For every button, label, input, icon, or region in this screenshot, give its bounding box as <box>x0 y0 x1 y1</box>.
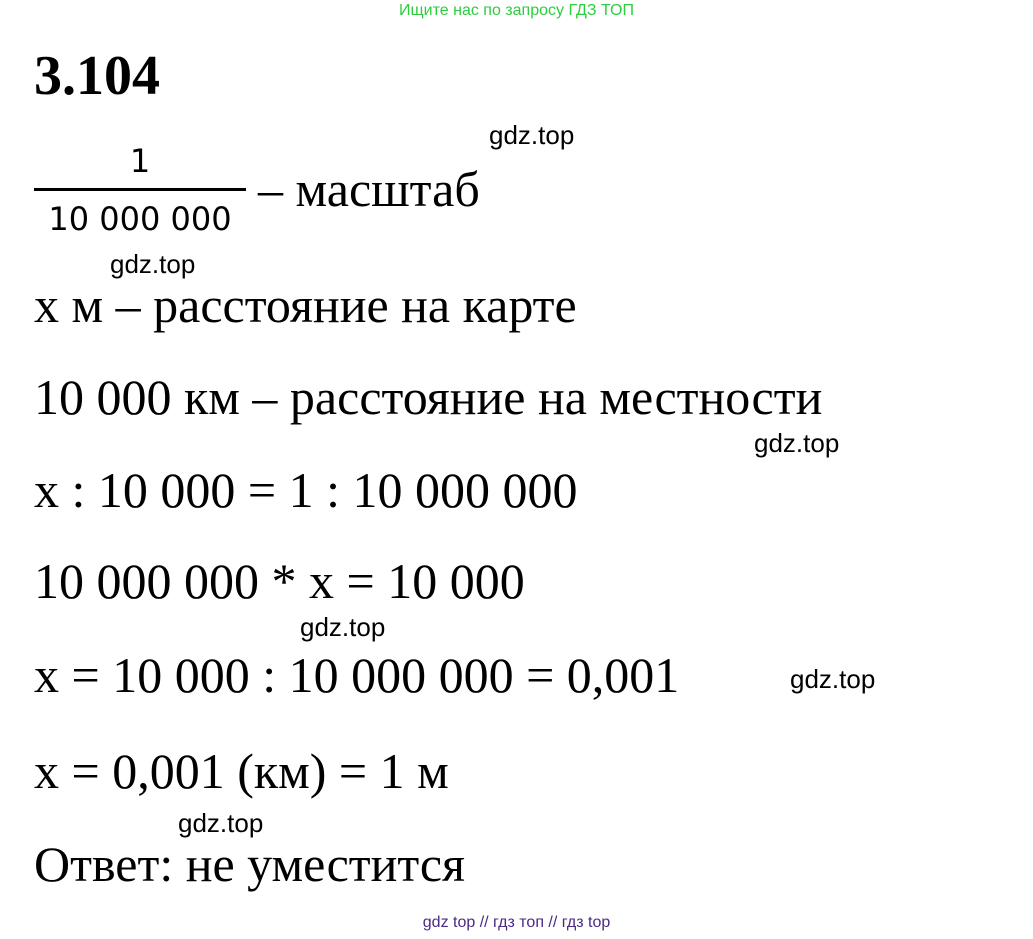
solution-line: 10 000 000 * х = 10 000 <box>34 553 525 609</box>
fraction-denominator: 10 000 000 <box>48 200 232 238</box>
fraction-bar <box>34 188 246 191</box>
top-banner: Ищите нас по запросу ГДЗ ТОП <box>399 2 634 19</box>
watermark: gdz.top <box>489 120 575 150</box>
scale-label: – масштаб <box>258 161 480 217</box>
answer-line: Ответ: не уместится <box>34 836 466 892</box>
footer-watermark: gdz top // гдз топ // гдз top <box>422 914 611 931</box>
solution-line: х = 0,001 (км) = 1 м <box>34 743 449 799</box>
fraction-numerator: 1 <box>129 142 151 180</box>
solution-line: х м – расстояние на карте <box>34 277 577 333</box>
watermark: gdz.top <box>790 664 876 694</box>
watermark: gdz.top <box>754 428 840 458</box>
problem-number: 3.104 <box>34 45 160 107</box>
solution-line: х : 10 000 = 1 : 10 000 000 <box>34 462 578 518</box>
watermark: gdz.top <box>300 612 386 642</box>
watermark: gdz.top <box>110 249 196 279</box>
watermark: gdz.top <box>178 808 264 838</box>
solution-line: 10 000 км – расстояние на местности <box>34 369 823 425</box>
solution-line: х = 10 000 : 10 000 000 = 0,001 <box>34 647 680 703</box>
